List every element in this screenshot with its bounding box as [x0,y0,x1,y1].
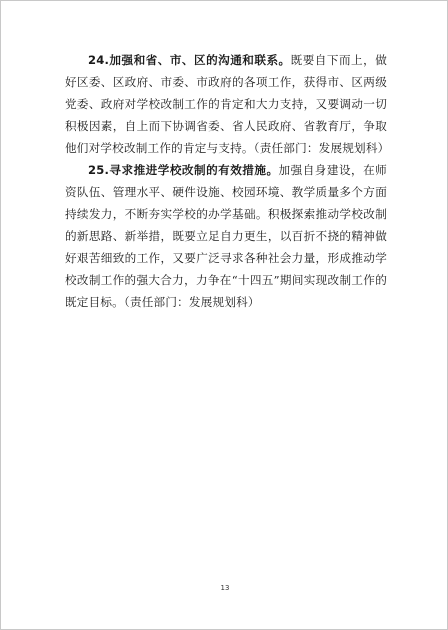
paragraph-24-text: 既要自下而上，做好区委、区政府、市委、市政府的各项工作，获得市、区两级党委、政府对学校改制工作的肯定和大力支持，又要调动一切积极因素，自上而下协调省委、省人民政府、省教育厅，争取他们对学校改制工作的肯定与支持。（责任部门：发展规划科） [65,53,390,155]
document-body [65,49,390,313]
paragraph-24-heading: 24.加强和省、市、区的沟通和联系。 [88,53,291,67]
paragraph-25 [65,159,387,313]
paragraph-25-heading: 25.寻求推进学校改制的有效措施。 [88,163,279,177]
paragraph-24 [65,49,390,159]
paragraph-25-text: 加强自身建设，在师资队伍、管理水平、硬件设施、校园环境、教学质量多个方面持续发力，不断夯实学校的办学基础。积极探索推动学校改制的新思路、新举措，既要立足自力更生，以百折不挠的精神做好艰苦细致的工作，又要广泛寻求各种社会力量，形成推动学校改制工作的强大合力，力争在“十四五”期间实现改制工作的既定目标。（责任部门：发展规划科） [65,163,387,309]
page-number: 13 [220,584,230,592]
